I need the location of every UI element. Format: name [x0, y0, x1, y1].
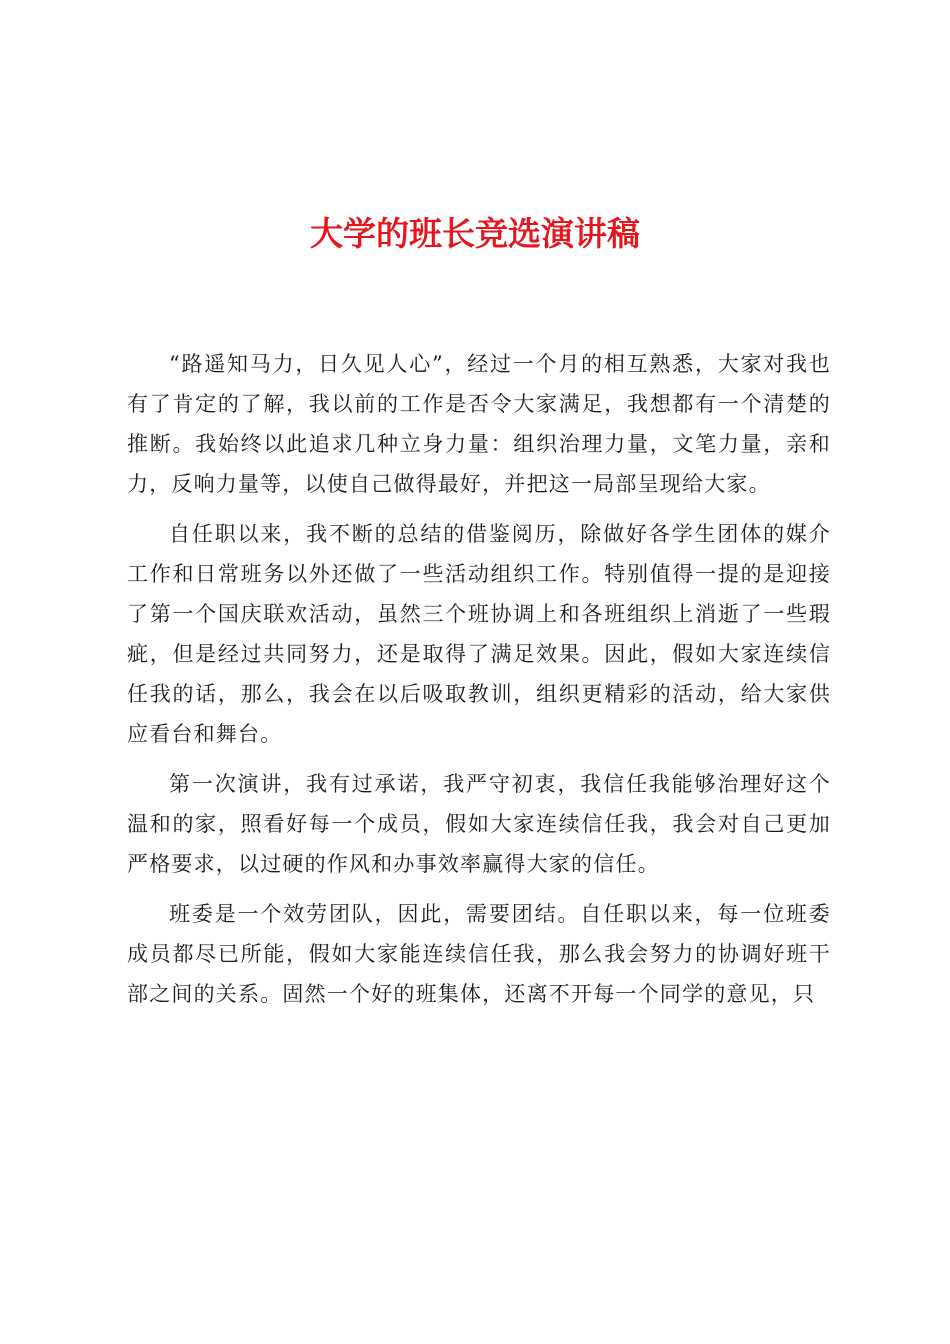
paragraph-1: “路遥知马力，日久见人心”，经过一个月的相互熟悉，大家对我也有了肯定的了解，我以前的工作是否令大家满足，我想都有一个清楚的推断。我始终以此追求几种立身力量：组织治理力量，文笔力量，亲和力，反响力量等，以使自己做得最好，并把这一局部呈现给大家。 — [127, 352, 831, 496]
paragraph-2: 自任职以来，我不断的总结的借鉴阅历，除做好各学生团体的媒介工作和日常班务以外还做了一些活动组织工作。特别值得一提的是迎接了第一个国庆联欢活动，虽然三个班协调上和各班组织上消逝了一些瑕疵，但是经过共同努力，还是取得了满足效果。因此，假如大家连续信任我的话，那么，我会在以后吸取教训，组织更精彩的活动，给大家供应看台和舞台。 — [127, 522, 831, 746]
paragraph-4: 班委是一个效劳团队，因此，需要团结。自任职以来，每一位班委成员都尽已所能，假如大家能连续信任我，那么我会努力的协调好班干部之间的关系。固然一个好的班集体，还离不开每一个同学的意见，只 — [127, 902, 831, 1006]
paragraph-3: 第一次演讲，我有过承诺，我严守初衷，我信任我能够治理好这个温和的家，照看好每一个成员，假如大家连续信任我，我会对自己更加严格要求，以过硬的作风和办事效率赢得大家的信任。 — [127, 772, 831, 876]
document-body — [127, 344, 831, 1014]
document-title: 大学的班长竞选演讲稿 — [310, 214, 640, 253]
